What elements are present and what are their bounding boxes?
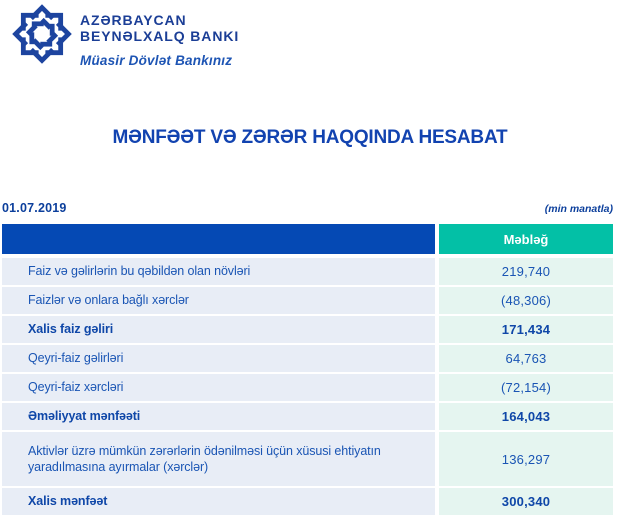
row-label: Faiz və gəlirlərin bu qəbildən olan növləri [2, 258, 435, 285]
abb-star-knot-icon [10, 4, 74, 64]
table-row [2, 287, 613, 314]
row-label: Faizlər və onlara bağlı xərclər [2, 287, 435, 314]
table-header-row [2, 224, 613, 254]
meta-row [2, 201, 613, 215]
row-value: (72,154) [439, 374, 613, 401]
page-title: MƏNFƏƏT VƏ ZƏRƏR HAQQINDA HESABAT [112, 127, 508, 148]
bank-tagline: Müasir Dövlət Bankınız [80, 53, 233, 68]
table-row-subtotal [2, 403, 613, 430]
row-value: 164,043 [439, 403, 613, 430]
table-row [2, 258, 613, 285]
row-value: 300,340 [439, 488, 613, 515]
row-label: Qeyri-faiz xərcləri [2, 374, 435, 401]
table-row [2, 345, 613, 372]
table-row-subtotal [2, 316, 613, 343]
table-row [2, 432, 613, 486]
row-value: 64,763 [439, 345, 613, 372]
row-label: Qeyri-faiz gəlirləri [2, 345, 435, 372]
row-value: 219,740 [439, 258, 613, 285]
table-row-total [2, 488, 613, 515]
brand-header [10, 4, 239, 68]
row-value: 136,297 [439, 432, 613, 486]
row-label: Xalis faiz gəliri [2, 316, 435, 343]
row-value: 171,434 [439, 316, 613, 343]
table-row [2, 374, 613, 401]
profit-loss-table [2, 224, 613, 516]
bank-name-line2: BEYNƏLXALQ BANKI [80, 28, 240, 44]
row-value: (48,306) [439, 287, 613, 314]
table-body [2, 258, 613, 515]
row-label: Əməliyyat mənfəəti [2, 403, 435, 430]
bank-name-line1: AZƏRBAYCAN [80, 12, 187, 28]
table-header-label-cell [2, 224, 435, 254]
unit-note: (min manatla) [544, 203, 613, 215]
row-label: Xalis mənfəət [2, 488, 435, 515]
row-label: Aktivlər üzrə mümkün zərərlərin ödənilməsi üçün xüsusi ehtiyatın yaradılmasına ayırmalar (xərclər) [2, 432, 435, 486]
brand-text-block [80, 4, 239, 68]
table-header-amount-cell: Məbləğ [439, 224, 613, 254]
report-date: 01.07.2019 [2, 201, 67, 215]
